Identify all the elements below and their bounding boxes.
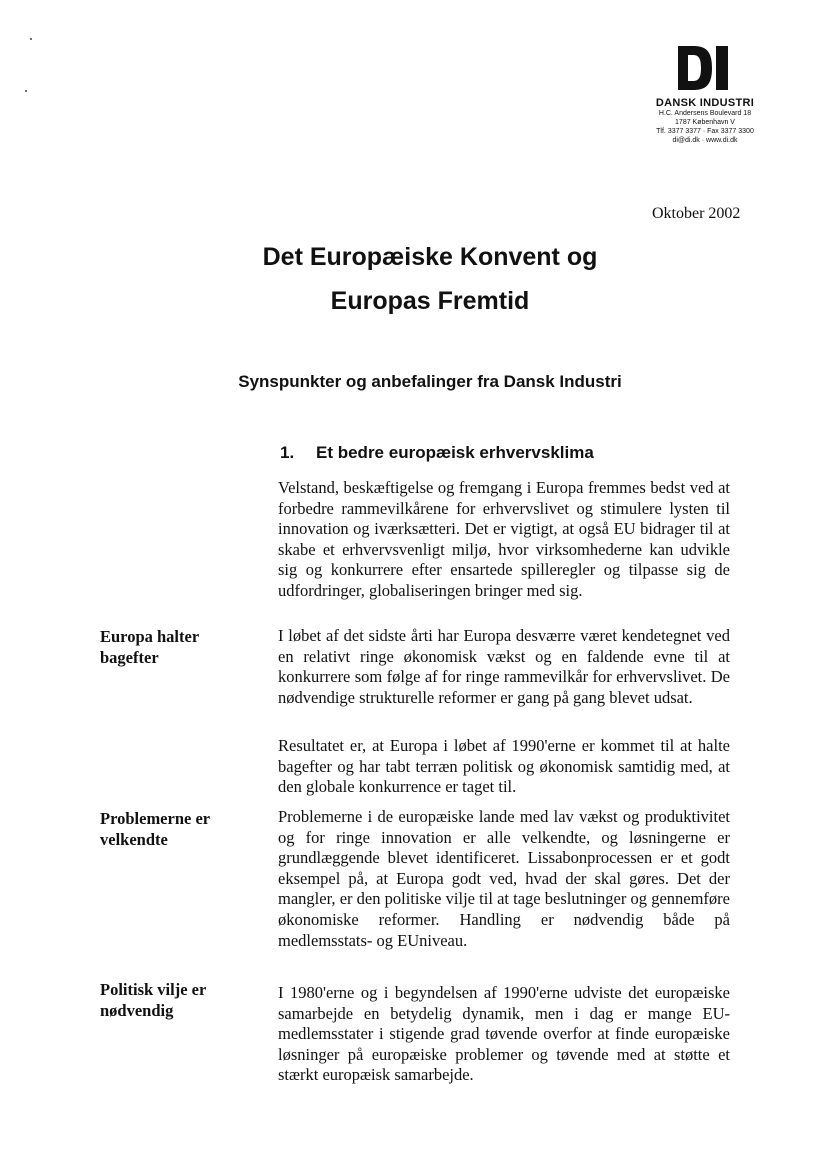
margin-note-line: Problemerne er <box>100 809 211 828</box>
margin-note-line: velkendte <box>100 829 168 849</box>
section-title: Et bedre europæisk erhvervsklima <box>316 443 594 462</box>
web-line: di@di.dk · www.di.dk <box>672 137 738 144</box>
address-line: 1787 København V <box>675 119 735 126</box>
address-line: H.C. Andersens Boulevard 18 <box>658 110 752 117</box>
letterhead <box>640 97 770 145</box>
scan-speck <box>30 38 32 40</box>
document-subtitle: Synspunkter og anbefalinger fra Dansk Industri <box>238 372 622 391</box>
dansk-industri-logo <box>678 46 730 90</box>
margin-note-line: Europa halter <box>100 627 200 646</box>
document-title-line1: Det Europæiske Konvent og <box>262 243 598 271</box>
phone-line: Tlf. 3377 3377 · Fax 3377 3300 <box>656 128 754 135</box>
company-name: DANSK INDUSTRI <box>655 97 755 109</box>
paragraph: Resultatet er, at Europa i løbet af 1990'erne er kommet til at halte bagefter og har tabt terræn politisk og økonomisk samtidig med, at den globale konkurrence er taget til. <box>278 736 730 797</box>
paragraph: Velstand, beskæftigelse og fremgang i Europa fremmes bedst ved at forbedre rammevilkårene for erhvervslivet og stimulere lysten til innovation og iværksætteri. Det er vigtigt, at også EU bidrager til at skabe et erhvervsvenligt miljø, hvor virksomhederne kan udvikle sig og konkurrere efter ensartede spilleregler og tilpasse sig de udfordringer, globaliseringen bringer med sig. <box>278 478 730 600</box>
paragraph: Problemerne i de europæiske lande med lav vækst og produktivitet og for ringe innovation er alle velkendte, og løsningerne er grundlæggende blevet identificeret. Lissabonprocessen er et godt eksempel på, at Europa godt ved, hvad der skal gøres. Det der mangler, er den politiske vilje til at tage beslutninger og gennemføre økonomiske reformer. Handling er nødvendig både på medlemsstats- og EUniveau. <box>278 807 730 950</box>
section-heading <box>280 443 594 463</box>
margin-note-line: nødvendig <box>100 1000 174 1020</box>
paragraph: I 1980'erne og i begyndelsen af 1990'erne udviste det europæiske samarbejde en betydelig dynamik, men i dag er mange EU-medlemsstater i stigende grad tøvende overfor at finde europæiske løsninger på europæiske problemer og tøvende med at støtte et stærkt europæisk samarbejde. <box>278 983 730 1085</box>
margin-note-line: bagefter <box>100 647 159 667</box>
document-title-line2: Europas Fremtid <box>330 287 530 315</box>
margin-note <box>100 980 250 1021</box>
margin-note <box>100 809 250 850</box>
document-date: Oktober 2002 <box>652 205 741 222</box>
paragraph: I løbet af det sidste årti har Europa desværre været kendetegnet ved en relativt ringe økonomisk vækst og en faldende evne til at konkurrere som følge af for ringe rammevilkår for erhvervslivet. De nødvendige strukturelle reformer er gang på gang blevet udsat. <box>278 626 730 707</box>
margin-note <box>100 627 250 668</box>
scan-speck <box>25 90 27 92</box>
margin-note-line: Politisk vilje er <box>100 980 207 999</box>
section-number: 1. <box>280 443 295 462</box>
